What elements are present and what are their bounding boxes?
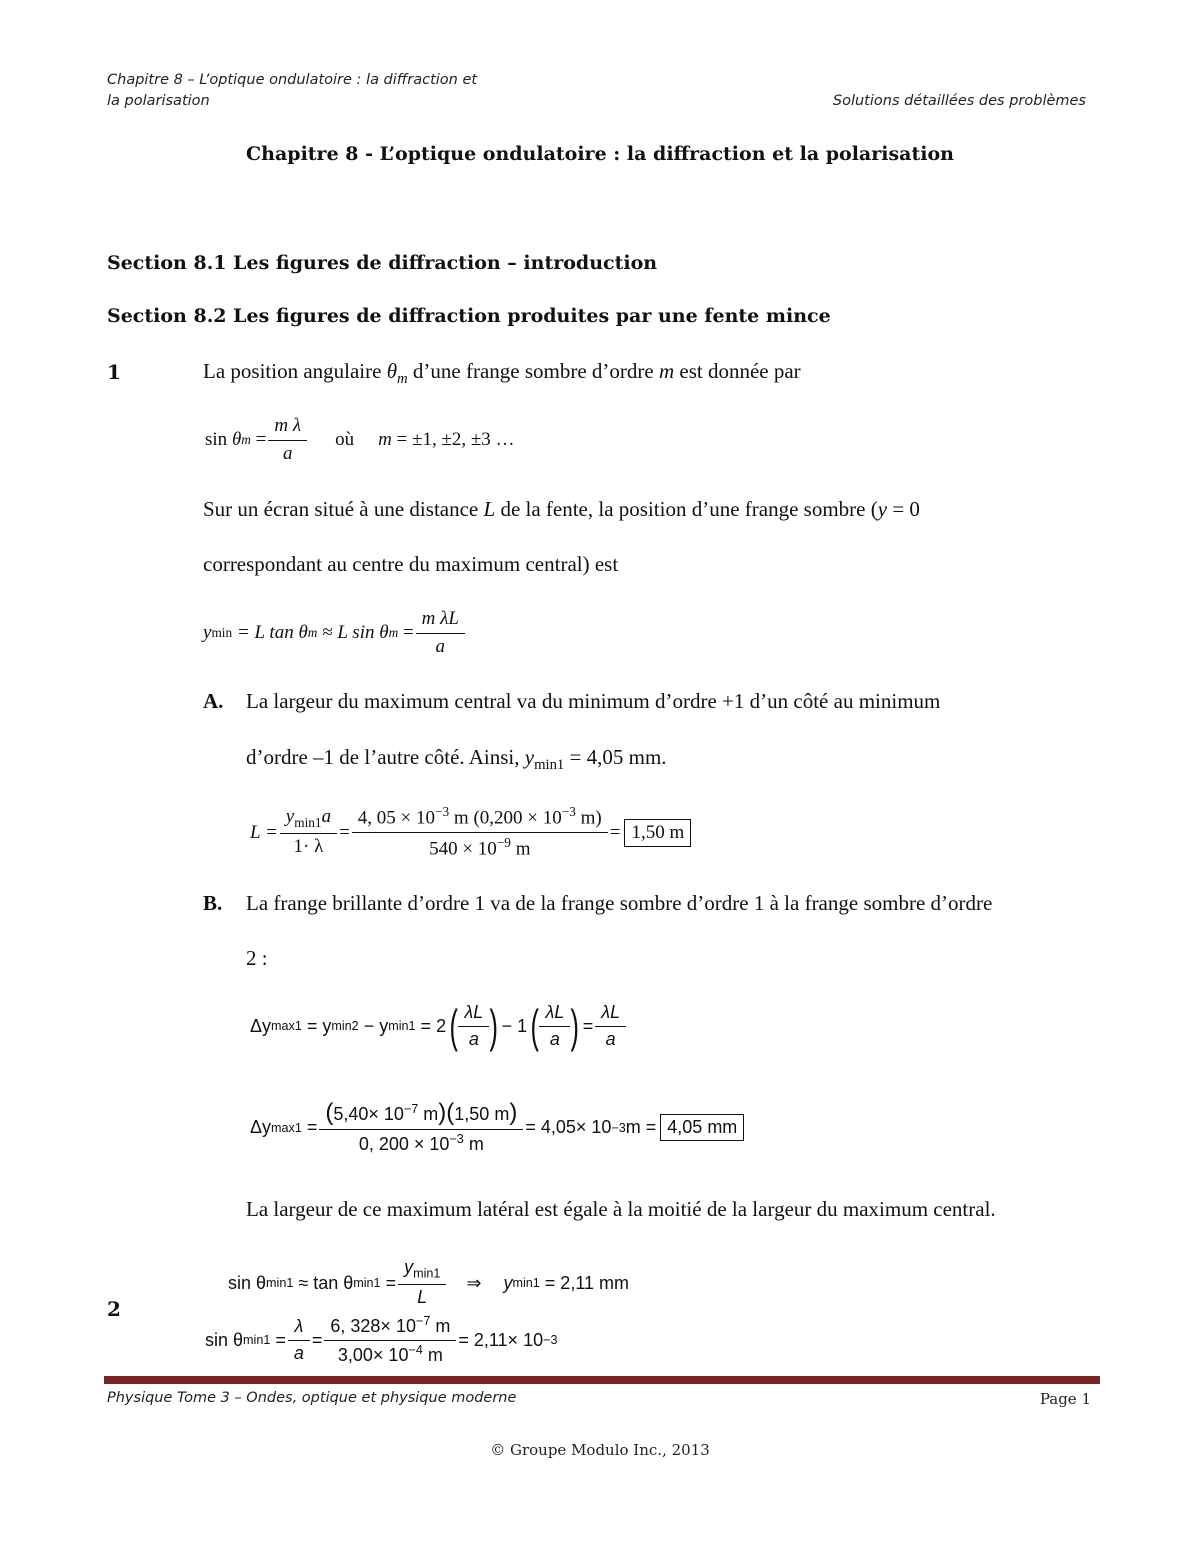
m-symbol: m	[658, 359, 675, 383]
equals: =	[255, 429, 267, 451]
y-symbol: y	[203, 622, 212, 644]
y-symbol: y	[503, 1272, 513, 1293]
numerator: λL	[601, 1002, 621, 1022]
footer-page-number: Page 1	[1039, 1390, 1091, 1408]
numerator: m λ	[274, 415, 302, 436]
den-a: 3,00× 10	[337, 1344, 409, 1365]
minus: −	[363, 1015, 375, 1036]
intro-text-b: d’une frange sombre d’ordre	[412, 359, 654, 383]
exponent: −9	[496, 835, 511, 851]
m-symbol: m	[378, 429, 392, 451]
exponent: −7	[415, 1314, 431, 1328]
fraction-ymin1-a-over-lambda	[283, 807, 334, 858]
equation-2-sin	[205, 1315, 557, 1366]
page-title: Chapitre 8 - L’optique ondulatoire : la diffraction et la polarisation	[246, 143, 954, 165]
equals: =	[306, 1117, 318, 1138]
den-b: m	[422, 1344, 443, 1365]
num-c: 1,50 m	[454, 1104, 510, 1124]
equation-sin-theta-m	[205, 416, 515, 465]
equals: =	[275, 1329, 286, 1350]
denominator: a	[268, 440, 307, 465]
numerator: λL	[464, 1002, 484, 1022]
L-symbol: L	[483, 497, 496, 521]
numerator: λL	[545, 1002, 565, 1022]
sin-theta: sin θ	[205, 1329, 244, 1350]
subscript-min1: min1	[534, 757, 565, 774]
num-a: 6, 328× 10	[330, 1316, 416, 1336]
coefficient-2: 2	[436, 1015, 447, 1036]
equals: =	[306, 1015, 318, 1036]
subscript-min1: min1	[388, 1019, 416, 1034]
den-b: m	[510, 838, 531, 860]
denominator: a	[416, 633, 465, 658]
num-b: m	[418, 1104, 439, 1124]
den-a: 0, 200 × 10	[358, 1134, 450, 1155]
tan-term: = L tan θ	[236, 622, 308, 644]
intro-text-a: La position angulaire	[203, 359, 382, 383]
ou-text: où	[335, 429, 355, 451]
fraction-y-over-L	[401, 1258, 443, 1308]
result-box-delta-y: 4,05 mm	[660, 1114, 744, 1141]
delta-y: Δy	[250, 1015, 272, 1036]
text: d’ordre –1 de l’autre côté. Ainsi,	[246, 745, 520, 769]
text: de la fente, la position d’une frange sombre (	[500, 497, 878, 521]
exponent: −4	[408, 1342, 423, 1357]
equals: =	[311, 1329, 323, 1350]
sin-label: sin	[205, 429, 228, 451]
num-a: 5,40× 10	[333, 1104, 404, 1124]
y-symbol: y	[322, 1015, 332, 1036]
footer-copyright: © Groupe Modulo Inc., 2013	[490, 1441, 710, 1459]
paragraph-line-1	[203, 497, 920, 522]
denominator: a	[595, 1026, 626, 1050]
L-equals: L =	[250, 821, 278, 843]
equals: =	[582, 1015, 594, 1036]
y-symbol: y	[285, 806, 295, 828]
problem-1-number: 1	[107, 360, 121, 384]
section-8-1-heading: Section 8.1 Les figures de diffraction – introduction	[107, 252, 658, 274]
m-values: = ±1, ±2, ±3 …	[396, 429, 515, 451]
equals: =	[339, 821, 350, 843]
denominator: a	[539, 1026, 570, 1050]
equation-2-approx	[228, 1258, 629, 1308]
part-B-conclusion: La largeur de ce maximum latéral est égale à la moitié de la largeur du maximum central.	[246, 1197, 996, 1221]
part-B-line-2: 2 :	[246, 946, 268, 970]
subscript-m: m	[397, 371, 408, 388]
coefficient-1: 1	[517, 1015, 528, 1036]
part-B-label: B.	[203, 891, 223, 915]
num-b: m (0,200 × 10	[449, 807, 562, 829]
problem-1-intro	[203, 359, 801, 388]
fraction-lambda-over-a	[291, 1317, 307, 1364]
subscript-min1: min1	[266, 1276, 294, 1291]
y-symbol: y	[524, 745, 535, 769]
den-b: m	[463, 1134, 484, 1155]
subscript-max1: max1	[271, 1120, 302, 1135]
footer-left: Physique Tome 3 – Ondes, optique et physique moderne	[107, 1390, 517, 1406]
fraction-m-lambda-L-over-a	[419, 609, 462, 658]
denominator: a	[288, 1340, 310, 1364]
subscript-m: m	[388, 625, 399, 641]
sin-theta: sin θ	[228, 1272, 267, 1293]
subscript: min1	[294, 814, 322, 830]
equation-L	[250, 805, 691, 860]
subscript-min: min	[211, 625, 233, 641]
exponent: −3	[561, 804, 576, 819]
exponent: −3	[543, 1333, 558, 1348]
paren-group-1: ( $\frac{\lambda L}{a}$ )	[449, 1000, 499, 1053]
section-8-2-heading: Section 8.2 Les figures de diffraction produites par une fente mince	[107, 305, 831, 327]
result-box-L: 1,50 m	[624, 819, 691, 847]
implies-arrow: ⇒	[466, 1272, 482, 1293]
a-symbol: a	[321, 806, 332, 828]
problem-2-number: 2	[107, 1297, 121, 1321]
num-a: 4, 05 × 10	[357, 807, 436, 829]
num-c: m)	[575, 807, 602, 829]
numerator: m λL	[421, 608, 459, 629]
fraction-numeric-delta: $\frac{(5,40\times 10^{-7} m)(1,50 m)}{0, 200 \times 10^{-3} m}$	[322, 1100, 520, 1155]
y-symbol: y	[877, 497, 888, 521]
footer-rule	[104, 1376, 1100, 1384]
result: = 2,11 mm	[544, 1272, 629, 1293]
fraction-m-lambda-over-a	[271, 416, 304, 465]
denominator: a	[458, 1026, 489, 1050]
denominator: 1· λ	[280, 833, 337, 858]
fraction-numeric-2	[327, 1315, 453, 1366]
header-left-line1: Chapitre 8 – L’optique ondulatoire : la diffraction et	[107, 72, 478, 88]
paren-group-2: ( $\frac{\lambda L}{a}$ )	[530, 1000, 580, 1053]
subscript-min1: min1	[243, 1333, 271, 1348]
subscript: m	[241, 432, 251, 448]
paragraph-line-2: correspondant au centre du maximum central) est	[203, 552, 619, 576]
equation-delta-y-symbolic	[250, 1000, 628, 1053]
equation-y-min	[203, 609, 467, 658]
theta-symbol: θ	[231, 429, 242, 451]
header-right: Solutions détaillées des problèmes	[832, 93, 1086, 109]
subscript: min1	[413, 1266, 441, 1281]
y-symbol: y	[404, 1257, 414, 1277]
y-symbol: y	[379, 1015, 389, 1036]
delta-y: Δy	[250, 1117, 272, 1138]
part-A-label: A.	[203, 689, 224, 713]
exponent: −7	[403, 1102, 419, 1116]
subscript-min1: min1	[353, 1276, 381, 1291]
subscript-min2: min2	[331, 1019, 359, 1034]
part-B-line-1: La frange brillante d’ordre 1 va de la frange sombre d’ordre 1 à la frange sombre d’ordre	[246, 891, 993, 915]
fraction-result	[598, 1003, 623, 1050]
equals: =	[402, 622, 414, 644]
tan-theta: ≈ tan θ	[298, 1272, 354, 1293]
equals: =	[609, 821, 621, 843]
value: = 4,05× 10	[525, 1117, 612, 1138]
den-a: 540 × 10	[429, 838, 497, 860]
intro-text-c: est donnée par	[679, 359, 801, 383]
subscript-m: m	[307, 625, 318, 641]
part-A-line-2	[246, 745, 667, 774]
sin-term: ≈ L sin θ	[322, 622, 389, 644]
denominator: L	[398, 1284, 446, 1308]
equals: =	[385, 1272, 397, 1293]
unit-equals: m =	[625, 1117, 657, 1138]
header-left-line2: la polarisation	[107, 93, 210, 109]
subscript-min1: min1	[512, 1276, 540, 1291]
fraction-numeric	[355, 805, 605, 860]
text: = 0	[892, 497, 920, 521]
part-A-line-1: La largeur du maximum central va du minimum d’ordre +1 d’un côté au minimum	[246, 689, 941, 713]
text: = 4,05 mm.	[569, 745, 667, 769]
numerator: λ	[294, 1316, 304, 1336]
num-b: m	[430, 1316, 451, 1336]
exponent: −3	[435, 804, 450, 819]
equals: =	[420, 1015, 432, 1036]
exponent: −3	[611, 1120, 626, 1135]
exponent: −3	[449, 1132, 464, 1147]
equation-delta-y-numeric	[250, 1100, 744, 1155]
theta-symbol: θ	[386, 359, 398, 383]
minus: −	[501, 1015, 513, 1036]
result: = 2,11× 10	[458, 1329, 544, 1350]
subscript-max1: max1	[271, 1019, 302, 1034]
text: Sur un écran situé à une distance	[203, 497, 479, 521]
